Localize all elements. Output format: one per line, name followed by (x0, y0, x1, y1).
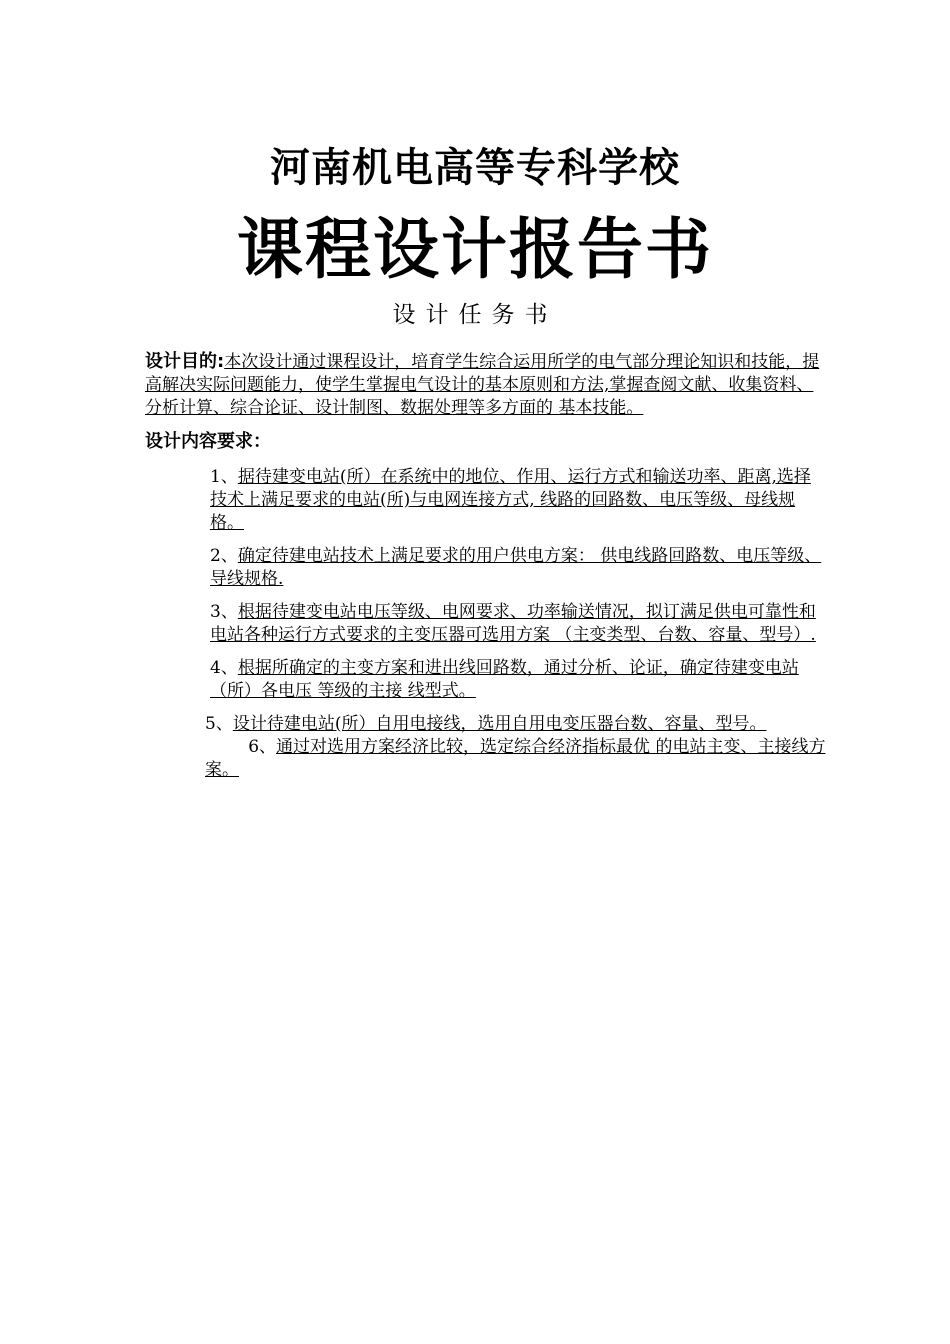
requirement-number: 6、 (248, 737, 277, 757)
requirements-heading (145, 430, 827, 454)
requirement-item-4 (145, 657, 827, 703)
school-name-heading: 河南机电高等专科学校 (270, 145, 680, 191)
requirement-text: 设计待建电站(所）自用电接线，选用自用电变压器台数、容量、型号。 (232, 714, 767, 734)
document-body (145, 350, 827, 792)
requirement-text: 确定待建电站技术上满足要求的用户供电方案： 供电线路回路数、电压等级、导线规格. (210, 546, 822, 589)
requirements-label: 设计内容要求： (145, 431, 271, 452)
requirement-number: 2、 (210, 546, 238, 566)
requirement-text: 通过对选用方案经济比较，选定综合经济指标最优 的电站主变、主接线方案。 (205, 737, 826, 780)
design-purpose-paragraph (145, 350, 827, 420)
requirement-item-1 (145, 466, 827, 535)
requirement-item-2 (145, 545, 827, 591)
task-book-subheading: 设计任务书 (392, 302, 558, 328)
requirement-number: 5、 (205, 714, 233, 734)
design-purpose-text: 本次设计通过课程设计，培育学生综合运用所学的电气部分理论知识和技能，提高解决实际问题能力，使学生掌握电气设计的基本原则和方法,掌握查阅文献、收集资料、分析计算、综合论证、设计制图、数据处理等多方面的 基本技能。 (145, 352, 820, 418)
requirement-item-3 (145, 601, 827, 647)
requirement-number: 1、 (210, 467, 238, 487)
report-title-heading: 课程设计报告书 (237, 211, 713, 288)
requirement-item-5-6 (145, 713, 827, 782)
design-purpose-label: 设计目的: (145, 351, 225, 372)
requirement-text: 根据待建变电站电压等级、电网要求、功率输送情况，拟订满足供电可靠性和电站各种运行方式要求的主变压器可选用方案 （主变类型、台数、容量、型号）. (210, 602, 816, 645)
requirement-number: 4、 (210, 658, 238, 678)
requirement-text: 根据所确定的主变方案和进出线回路数，通过分析、论证，确定待建变电站（所）各电压 等级的主接 线型式。 (210, 658, 799, 701)
requirement-number: 3、 (210, 602, 238, 622)
requirement-text: 据待建变电站(所）在系统中的地位、作用、运行方式和输送功率、距离,选择技术上满足要求的电站(所)与电网连接方式, 线路的回路数、电压等级、母线规格。 (210, 467, 811, 533)
